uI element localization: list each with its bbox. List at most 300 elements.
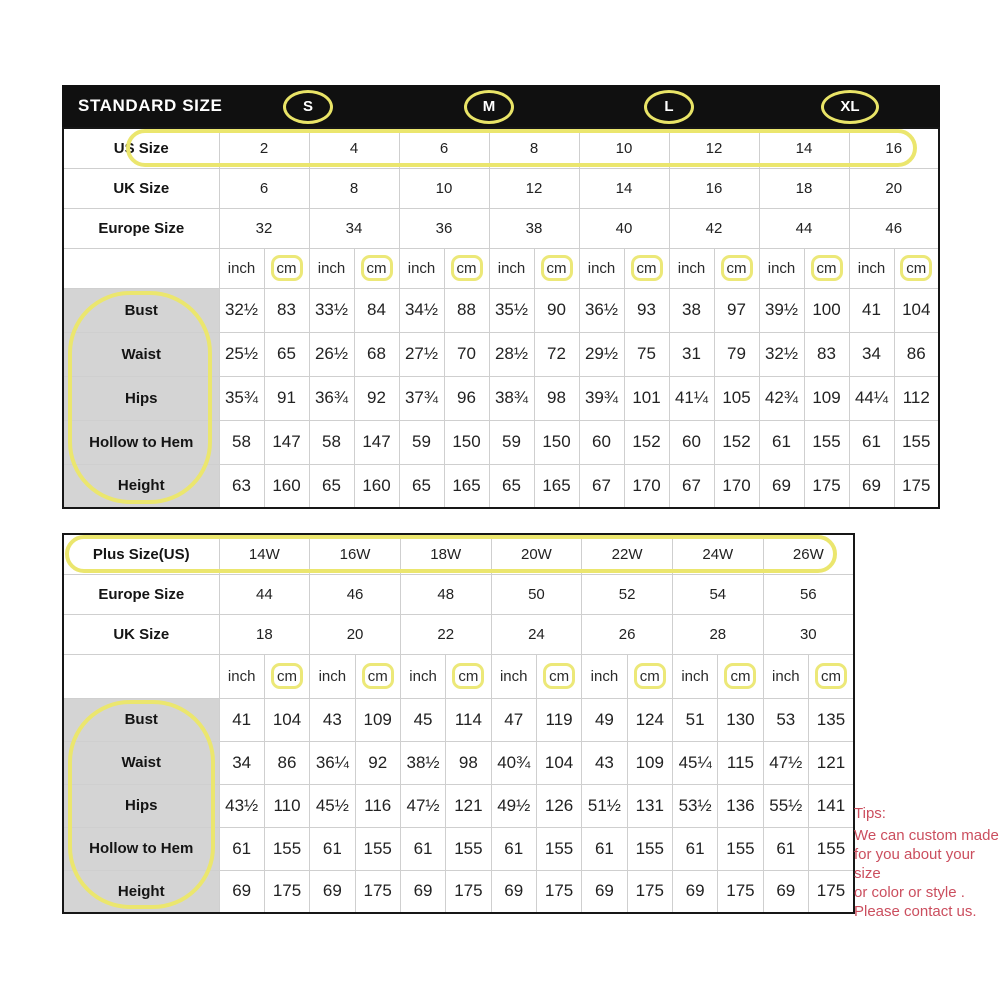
hips-row	[63, 376, 939, 420]
hips-value-cell: 47½	[400, 784, 445, 827]
hollow-to-hem-value-cell: 150	[534, 420, 579, 464]
hollow-to-hem-value-cell: 61	[763, 827, 808, 870]
hollow-to-hem-value-cell: 61	[849, 420, 894, 464]
hollow-to-hem-value-cell: 59	[399, 420, 444, 464]
bust-value-cell: 97	[714, 288, 759, 332]
bust-value-cell: 47	[491, 698, 536, 741]
standard-size-table-section	[62, 85, 940, 509]
cm-unit-cell	[714, 248, 759, 288]
uk-size-value-cell: 30	[763, 614, 854, 654]
cm-unit-cell	[627, 654, 672, 698]
waist-value-cell: 72	[534, 332, 579, 376]
tips-line: or color or style .	[854, 884, 965, 901]
hips-label: Hips	[63, 784, 219, 827]
height-value-cell: 69	[759, 464, 804, 508]
hips-value-cell: 112	[894, 376, 939, 420]
cm-unit-cell	[894, 248, 939, 288]
hollow-to-hem-value-cell: 147	[264, 420, 309, 464]
waist-value-cell: 34	[849, 332, 894, 376]
europe-size-value-cell: 34	[309, 208, 399, 248]
uk-size-label: UK Size	[63, 614, 219, 654]
standard-size-table	[62, 127, 940, 509]
plus-size-us-value-cell: 26W	[763, 534, 854, 574]
bust-value-cell: 83	[264, 288, 309, 332]
waist-label: Waist	[63, 332, 219, 376]
europe-size-value-cell: 38	[489, 208, 579, 248]
hips-value-cell: 136	[718, 784, 763, 827]
europe-size-value-cell: 40	[579, 208, 669, 248]
uk-size-value-cell: 10	[399, 168, 489, 208]
tips-line: Please contact us.	[854, 903, 977, 920]
europe-size-value-cell: 54	[672, 574, 763, 614]
hollow-to-hem-value-cell: 61	[582, 827, 627, 870]
bust-value-cell: 41	[219, 698, 264, 741]
height-value-cell: 69	[219, 870, 264, 913]
height-value-cell: 175	[718, 870, 763, 913]
size-xl-oval-badge: XL	[821, 90, 879, 124]
europe-size-value-cell: 52	[582, 574, 673, 614]
europe-size-value-cell: 56	[763, 574, 854, 614]
hollow-to-hem-value-cell: 61	[219, 827, 264, 870]
cm-highlight-box: cm	[361, 255, 393, 281]
cm-highlight-box: cm	[815, 663, 847, 689]
waist-value-cell: 65	[264, 332, 309, 376]
hollow-to-hem-value-cell: 155	[894, 420, 939, 464]
europe-size-value-cell: 48	[400, 574, 491, 614]
plus-size-us-value-cell: 18W	[400, 534, 491, 574]
europe-size-value-cell: 42	[669, 208, 759, 248]
height-value-cell: 69	[763, 870, 808, 913]
height-value-cell: 65	[309, 464, 354, 508]
inch-unit-label: inch	[767, 259, 796, 277]
bust-value-cell: 114	[446, 698, 491, 741]
height-value-cell: 63	[219, 464, 264, 508]
height-value-cell: 175	[355, 870, 400, 913]
bust-value-cell: 93	[624, 288, 669, 332]
hips-row	[63, 784, 854, 827]
hollow-to-hem-value-cell: 155	[627, 827, 672, 870]
hollow-to-hem-value-cell: 61	[310, 827, 355, 870]
waist-value-cell: 86	[264, 741, 309, 784]
bust-value-cell: 38	[669, 288, 714, 332]
hips-value-cell: 39¾	[579, 376, 624, 420]
us-size-value-cell: 10	[579, 128, 669, 168]
height-value-cell: 165	[444, 464, 489, 508]
height-value-cell: 65	[399, 464, 444, 508]
inch-unit-label: inch	[227, 259, 256, 277]
hollow-to-hem-row	[63, 420, 939, 464]
hips-value-cell: 41¼	[669, 376, 714, 420]
hollow-to-hem-value-cell: 152	[714, 420, 759, 464]
hips-value-cell: 110	[264, 784, 309, 827]
inch-unit-label: inch	[772, 667, 800, 685]
plus-size-us-label: Plus Size(US)	[63, 534, 219, 574]
waist-value-cell: 38½	[400, 741, 445, 784]
height-value-cell: 170	[714, 464, 759, 508]
inch-unit-cell	[759, 248, 804, 288]
waist-value-cell: 109	[627, 741, 672, 784]
inch-unit-cell	[579, 248, 624, 288]
cm-unit-cell	[804, 248, 849, 288]
height-value-cell: 175	[264, 870, 309, 913]
height-value-cell: 69	[310, 870, 355, 913]
hollow-to-hem-value-cell: 155	[264, 827, 309, 870]
hips-value-cell: 141	[808, 784, 854, 827]
uk-size-value-cell: 26	[582, 614, 673, 654]
height-value-cell: 65	[489, 464, 534, 508]
hips-value-cell: 55½	[763, 784, 808, 827]
bust-value-cell: 45	[400, 698, 445, 741]
tips-title: Tips:	[854, 805, 886, 822]
inch-unit-label: inch	[227, 667, 256, 685]
bust-value-cell: 51	[672, 698, 717, 741]
uk-size-value-cell: 6	[219, 168, 309, 208]
custom-order-tips-note	[854, 804, 1000, 921]
hollow-to-hem-value-cell: 155	[804, 420, 849, 464]
hips-value-cell: 44¼	[849, 376, 894, 420]
uk-size-value-cell: 18	[219, 614, 310, 654]
bust-value-cell: 41	[849, 288, 894, 332]
inch-unit-label: inch	[317, 259, 346, 277]
bust-value-cell: 109	[355, 698, 400, 741]
waist-value-cell: 40¾	[491, 741, 536, 784]
hollow-to-hem-value-cell: 60	[579, 420, 624, 464]
cm-highlight-box: cm	[900, 255, 932, 281]
inch-unit-label: inch	[409, 667, 437, 685]
europe-size-label: Europe Size	[63, 208, 219, 248]
europe-size-value-cell: 36	[399, 208, 489, 248]
unit-row	[63, 248, 939, 288]
plus-size-table	[62, 533, 855, 914]
height-value-cell: 67	[579, 464, 624, 508]
uk-size-value-cell: 24	[491, 614, 582, 654]
height-value-cell: 175	[536, 870, 581, 913]
cm-unit-cell	[718, 654, 763, 698]
uk-size-row	[63, 168, 939, 208]
height-value-cell: 175	[804, 464, 849, 508]
hollow-to-hem-value-cell: 147	[354, 420, 399, 464]
hips-value-cell: 96	[444, 376, 489, 420]
hollow-to-hem-value-cell: 61	[491, 827, 536, 870]
bust-value-cell: 32½	[219, 288, 264, 332]
uk-size-value-cell: 28	[672, 614, 763, 654]
hips-value-cell: 45½	[310, 784, 355, 827]
cm-highlight-box: cm	[362, 663, 394, 689]
cm-highlight-box: cm	[634, 663, 666, 689]
us-size-value-cell: 4	[309, 128, 399, 168]
bust-value-cell: 88	[444, 288, 489, 332]
us-size-value-cell: 14	[759, 128, 849, 168]
cm-unit-cell	[624, 248, 669, 288]
uk-size-value-cell: 12	[489, 168, 579, 208]
uk-size-value-cell: 16	[669, 168, 759, 208]
hollow-to-hem-value-cell: 155	[718, 827, 763, 870]
waist-value-cell: 25½	[219, 332, 264, 376]
size-s-oval-badge: S	[283, 90, 333, 124]
waist-value-cell: 47½	[763, 741, 808, 784]
uk-size-value-cell: 20	[849, 168, 939, 208]
hollow-to-hem-value-cell: 155	[536, 827, 581, 870]
cm-unit-cell	[264, 248, 309, 288]
cm-unit-cell	[354, 248, 399, 288]
waist-value-cell: 28½	[489, 332, 534, 376]
uk-size-value-cell: 18	[759, 168, 849, 208]
inch-unit-cell	[489, 248, 534, 288]
hips-value-cell: 109	[804, 376, 849, 420]
inch-unit-cell	[849, 248, 894, 288]
europe-size-label: Europe Size	[63, 574, 219, 614]
hollow-to-hem-value-cell: 61	[400, 827, 445, 870]
height-value-cell: 175	[894, 464, 939, 508]
plus-size-us-row	[63, 534, 854, 574]
height-label: Height	[63, 464, 219, 508]
height-row	[63, 870, 854, 913]
plus-size-us-value-cell: 16W	[310, 534, 401, 574]
hollow-to-hem-value-cell: 150	[444, 420, 489, 464]
inch-unit-label: inch	[497, 259, 526, 277]
bust-value-cell: 130	[718, 698, 763, 741]
uk-size-value-cell: 8	[309, 168, 399, 208]
cm-highlight-box: cm	[271, 663, 303, 689]
hollow-to-hem-value-cell: 59	[489, 420, 534, 464]
standard-size-title: STANDARD SIZE	[78, 96, 223, 115]
cm-highlight-box: cm	[811, 255, 843, 281]
cm-unit-cell	[355, 654, 400, 698]
europe-size-value-cell: 46	[310, 574, 401, 614]
cm-highlight-box: cm	[631, 255, 663, 281]
uk-size-row	[63, 614, 854, 654]
cm-highlight-box: cm	[543, 663, 575, 689]
waist-value-cell: 34	[219, 741, 264, 784]
waist-value-cell: 68	[354, 332, 399, 376]
cm-unit-cell	[446, 654, 491, 698]
hollow-to-hem-value-cell: 58	[219, 420, 264, 464]
inch-unit-cell	[763, 654, 808, 698]
inch-unit-cell	[669, 248, 714, 288]
waist-label: Waist	[63, 741, 219, 784]
height-value-cell: 175	[808, 870, 854, 913]
inch-unit-cell	[491, 654, 536, 698]
hips-value-cell: 126	[536, 784, 581, 827]
hips-value-cell: 43½	[219, 784, 264, 827]
us-size-row	[63, 128, 939, 168]
standard-size-header-bar	[62, 85, 940, 127]
waist-value-cell: 31	[669, 332, 714, 376]
inch-unit-cell	[399, 248, 444, 288]
waist-row	[63, 332, 939, 376]
hollow-to-hem-value-cell: 61	[672, 827, 717, 870]
inch-unit-label: inch	[590, 667, 619, 685]
bust-value-cell: 104	[264, 698, 309, 741]
inch-unit-label: inch	[318, 667, 347, 685]
waist-value-cell: 32½	[759, 332, 804, 376]
height-value-cell: 67	[669, 464, 714, 508]
cm-highlight-box: cm	[721, 255, 753, 281]
inch-unit-cell	[400, 654, 445, 698]
bust-value-cell: 84	[354, 288, 399, 332]
waist-value-cell: 83	[804, 332, 849, 376]
hollow-to-hem-value-cell: 155	[355, 827, 400, 870]
cm-highlight-box: cm	[541, 255, 573, 281]
bust-value-cell: 135	[808, 698, 854, 741]
size-m-oval-badge: M	[464, 90, 514, 124]
us-size-value-cell: 8	[489, 128, 579, 168]
bust-value-cell: 36½	[579, 288, 624, 332]
us-size-value-cell: 6	[399, 128, 489, 168]
hips-value-cell: 37¾	[399, 376, 444, 420]
cm-unit-cell	[808, 654, 854, 698]
waist-value-cell: 86	[894, 332, 939, 376]
size-l-oval-badge: L	[644, 90, 694, 124]
tips-line: We can custom made	[854, 827, 999, 844]
tips-line: for you about your size	[854, 846, 975, 882]
bust-value-cell: 119	[536, 698, 581, 741]
waist-value-cell: 70	[444, 332, 489, 376]
waist-value-cell: 98	[446, 741, 491, 784]
waist-value-cell: 92	[355, 741, 400, 784]
cm-unit-cell	[536, 654, 581, 698]
hips-value-cell: 105	[714, 376, 759, 420]
height-value-cell: 160	[354, 464, 399, 508]
height-value-cell: 69	[672, 870, 717, 913]
bust-value-cell: 53	[763, 698, 808, 741]
hollow-to-hem-value-cell: 155	[446, 827, 491, 870]
unit-row-spacer	[63, 654, 219, 698]
europe-size-row	[63, 208, 939, 248]
plus-size-us-value-cell: 20W	[491, 534, 582, 574]
waist-value-cell: 29½	[579, 332, 624, 376]
waist-value-cell: 79	[714, 332, 759, 376]
waist-row	[63, 741, 854, 784]
cm-unit-cell	[444, 248, 489, 288]
hips-label: Hips	[63, 376, 219, 420]
hips-value-cell: 121	[446, 784, 491, 827]
waist-value-cell: 104	[536, 741, 581, 784]
bust-value-cell: 33½	[309, 288, 354, 332]
uk-size-label: UK Size	[63, 168, 219, 208]
plus-size-table-section	[62, 533, 855, 914]
height-value-cell: 69	[491, 870, 536, 913]
inch-unit-cell	[309, 248, 354, 288]
uk-size-value-cell: 22	[400, 614, 491, 654]
hollow-to-hem-label: Hollow to Hem	[63, 420, 219, 464]
cm-unit-cell	[534, 248, 579, 288]
unit-row	[63, 654, 854, 698]
bust-value-cell: 39½	[759, 288, 804, 332]
bust-row	[63, 288, 939, 332]
height-value-cell: 175	[446, 870, 491, 913]
bust-value-cell: 43	[310, 698, 355, 741]
cm-highlight-box: cm	[452, 663, 484, 689]
hips-value-cell: 131	[627, 784, 672, 827]
hips-value-cell: 49½	[491, 784, 536, 827]
cm-highlight-box: cm	[724, 663, 756, 689]
hollow-to-hem-value-cell: 61	[759, 420, 804, 464]
hollow-to-hem-value-cell: 152	[624, 420, 669, 464]
europe-size-value-cell: 50	[491, 574, 582, 614]
hips-value-cell: 53½	[672, 784, 717, 827]
bust-value-cell: 35½	[489, 288, 534, 332]
bust-value-cell: 34½	[399, 288, 444, 332]
inch-unit-cell	[219, 654, 264, 698]
waist-value-cell: 43	[582, 741, 627, 784]
waist-value-cell: 45¼	[672, 741, 717, 784]
hips-value-cell: 42¾	[759, 376, 804, 420]
europe-size-value-cell: 44	[219, 574, 310, 614]
uk-size-value-cell: 14	[579, 168, 669, 208]
inch-unit-label: inch	[857, 259, 886, 277]
cm-highlight-box: cm	[451, 255, 483, 281]
hollow-to-hem-value-cell: 58	[309, 420, 354, 464]
waist-value-cell: 75	[624, 332, 669, 376]
uk-size-value-cell: 20	[310, 614, 401, 654]
height-value-cell: 69	[400, 870, 445, 913]
height-label: Height	[63, 870, 219, 913]
height-value-cell: 160	[264, 464, 309, 508]
inch-unit-label: inch	[681, 667, 709, 685]
us-size-label: US Size	[63, 128, 219, 168]
hips-value-cell: 101	[624, 376, 669, 420]
bust-label: Bust	[63, 288, 219, 332]
waist-value-cell: 115	[718, 741, 763, 784]
height-value-cell: 165	[534, 464, 579, 508]
bust-row	[63, 698, 854, 741]
waist-value-cell: 26½	[309, 332, 354, 376]
height-value-cell: 69	[849, 464, 894, 508]
inch-unit-label: inch	[407, 259, 436, 277]
hollow-to-hem-value-cell: 60	[669, 420, 714, 464]
hips-value-cell: 36¾	[309, 376, 354, 420]
waist-value-cell: 121	[808, 741, 854, 784]
hips-value-cell: 51½	[582, 784, 627, 827]
hips-value-cell: 116	[355, 784, 400, 827]
us-size-value-cell: 2	[219, 128, 309, 168]
bust-value-cell: 104	[894, 288, 939, 332]
waist-value-cell: 27½	[399, 332, 444, 376]
hips-value-cell: 35¾	[219, 376, 264, 420]
europe-size-value-cell: 32	[219, 208, 309, 248]
hips-value-cell: 98	[534, 376, 579, 420]
hollow-to-hem-value-cell: 155	[808, 827, 854, 870]
inch-unit-label: inch	[587, 259, 616, 277]
tips-lines	[854, 826, 1000, 921]
us-size-value-cell: 16	[849, 128, 939, 168]
bust-value-cell: 124	[627, 698, 672, 741]
hollow-to-hem-row	[63, 827, 854, 870]
height-value-cell: 69	[582, 870, 627, 913]
bust-value-cell: 90	[534, 288, 579, 332]
bust-value-cell: 49	[582, 698, 627, 741]
hips-value-cell: 38¾	[489, 376, 534, 420]
height-value-cell: 175	[627, 870, 672, 913]
europe-size-row	[63, 574, 854, 614]
unit-row-spacer	[63, 248, 219, 288]
europe-size-value-cell: 44	[759, 208, 849, 248]
plus-size-us-value-cell: 14W	[219, 534, 310, 574]
height-row	[63, 464, 939, 508]
inch-unit-label: inch	[677, 259, 706, 277]
cm-highlight-box: cm	[271, 255, 303, 281]
bust-label: Bust	[63, 698, 219, 741]
cm-unit-cell	[264, 654, 309, 698]
hollow-to-hem-label: Hollow to Hem	[63, 827, 219, 870]
bust-value-cell: 100	[804, 288, 849, 332]
inch-unit-label: inch	[499, 667, 528, 685]
us-size-value-cell: 12	[669, 128, 759, 168]
plus-size-us-value-cell: 24W	[672, 534, 763, 574]
plus-size-us-value-cell: 22W	[582, 534, 673, 574]
hips-value-cell: 91	[264, 376, 309, 420]
